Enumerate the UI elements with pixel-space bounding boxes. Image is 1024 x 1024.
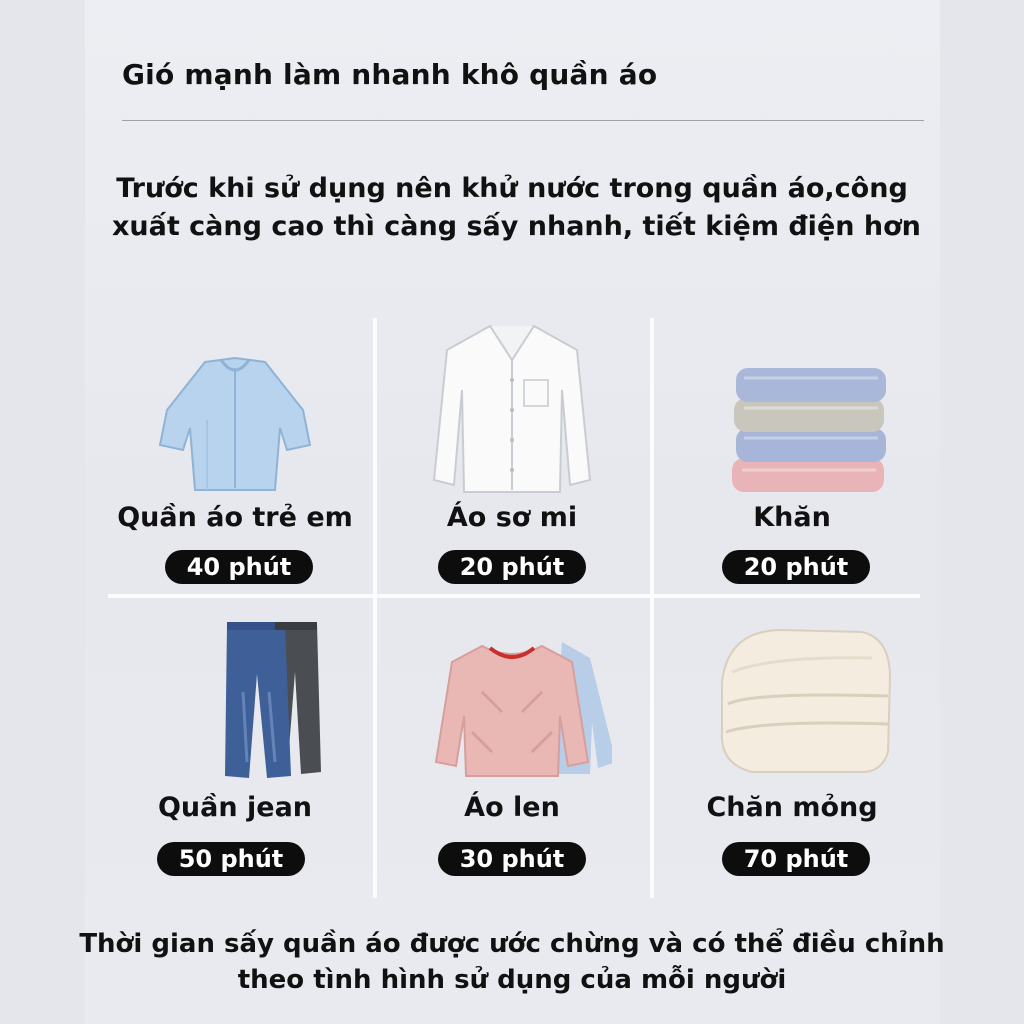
item-label: Áo sơ mi (446, 502, 578, 533)
item-label: Quần jean (157, 792, 313, 823)
drying-time-badge: 20 phút (438, 550, 586, 584)
item-label: Quần áo trẻ em (117, 502, 353, 533)
sweater-icon (372, 612, 652, 802)
item-card-sweater (372, 612, 652, 882)
drying-time-badge: 50 phút (157, 842, 305, 876)
intro-line-2: xuất càng cao thì càng sấy nhanh, tiết kiệm điện hơn (112, 211, 921, 242)
baby-clothes-icon (95, 320, 375, 510)
item-card-baby-clothes (95, 320, 375, 590)
footer-line-1: Thời gian sấy quần áo được ước chừng và có thể điều chỉnh (79, 929, 945, 959)
page-title: Gió mạnh làm nhanh khô quần áo (122, 58, 658, 91)
grid-divider-horizontal (108, 594, 920, 598)
towels-icon (652, 320, 932, 510)
footer-note (62, 926, 962, 998)
jeans-icon (95, 612, 375, 802)
item-card-jeans (95, 612, 375, 882)
shirt-icon (372, 320, 652, 510)
intro-line-1: Trước khi sử dụng nên khử nước trong quần áo,công (116, 173, 908, 204)
intro-text (112, 170, 921, 246)
item-label: Áo len (464, 792, 560, 823)
item-card-blanket (652, 612, 932, 882)
item-label: Khăn (753, 502, 831, 533)
item-label: Chăn mỏng (706, 792, 878, 823)
drying-time-badge: 30 phút (438, 842, 586, 876)
drying-time-badge: 70 phút (722, 842, 870, 876)
footer-line-2: theo tình hình sử dụng của mỗi người (237, 965, 787, 995)
drying-time-badge: 20 phút (722, 550, 870, 584)
drying-time-badge: 40 phút (165, 550, 313, 584)
title-divider (122, 120, 924, 121)
item-card-shirt (372, 320, 652, 590)
blanket-icon (652, 612, 932, 802)
item-card-towels (652, 320, 932, 590)
